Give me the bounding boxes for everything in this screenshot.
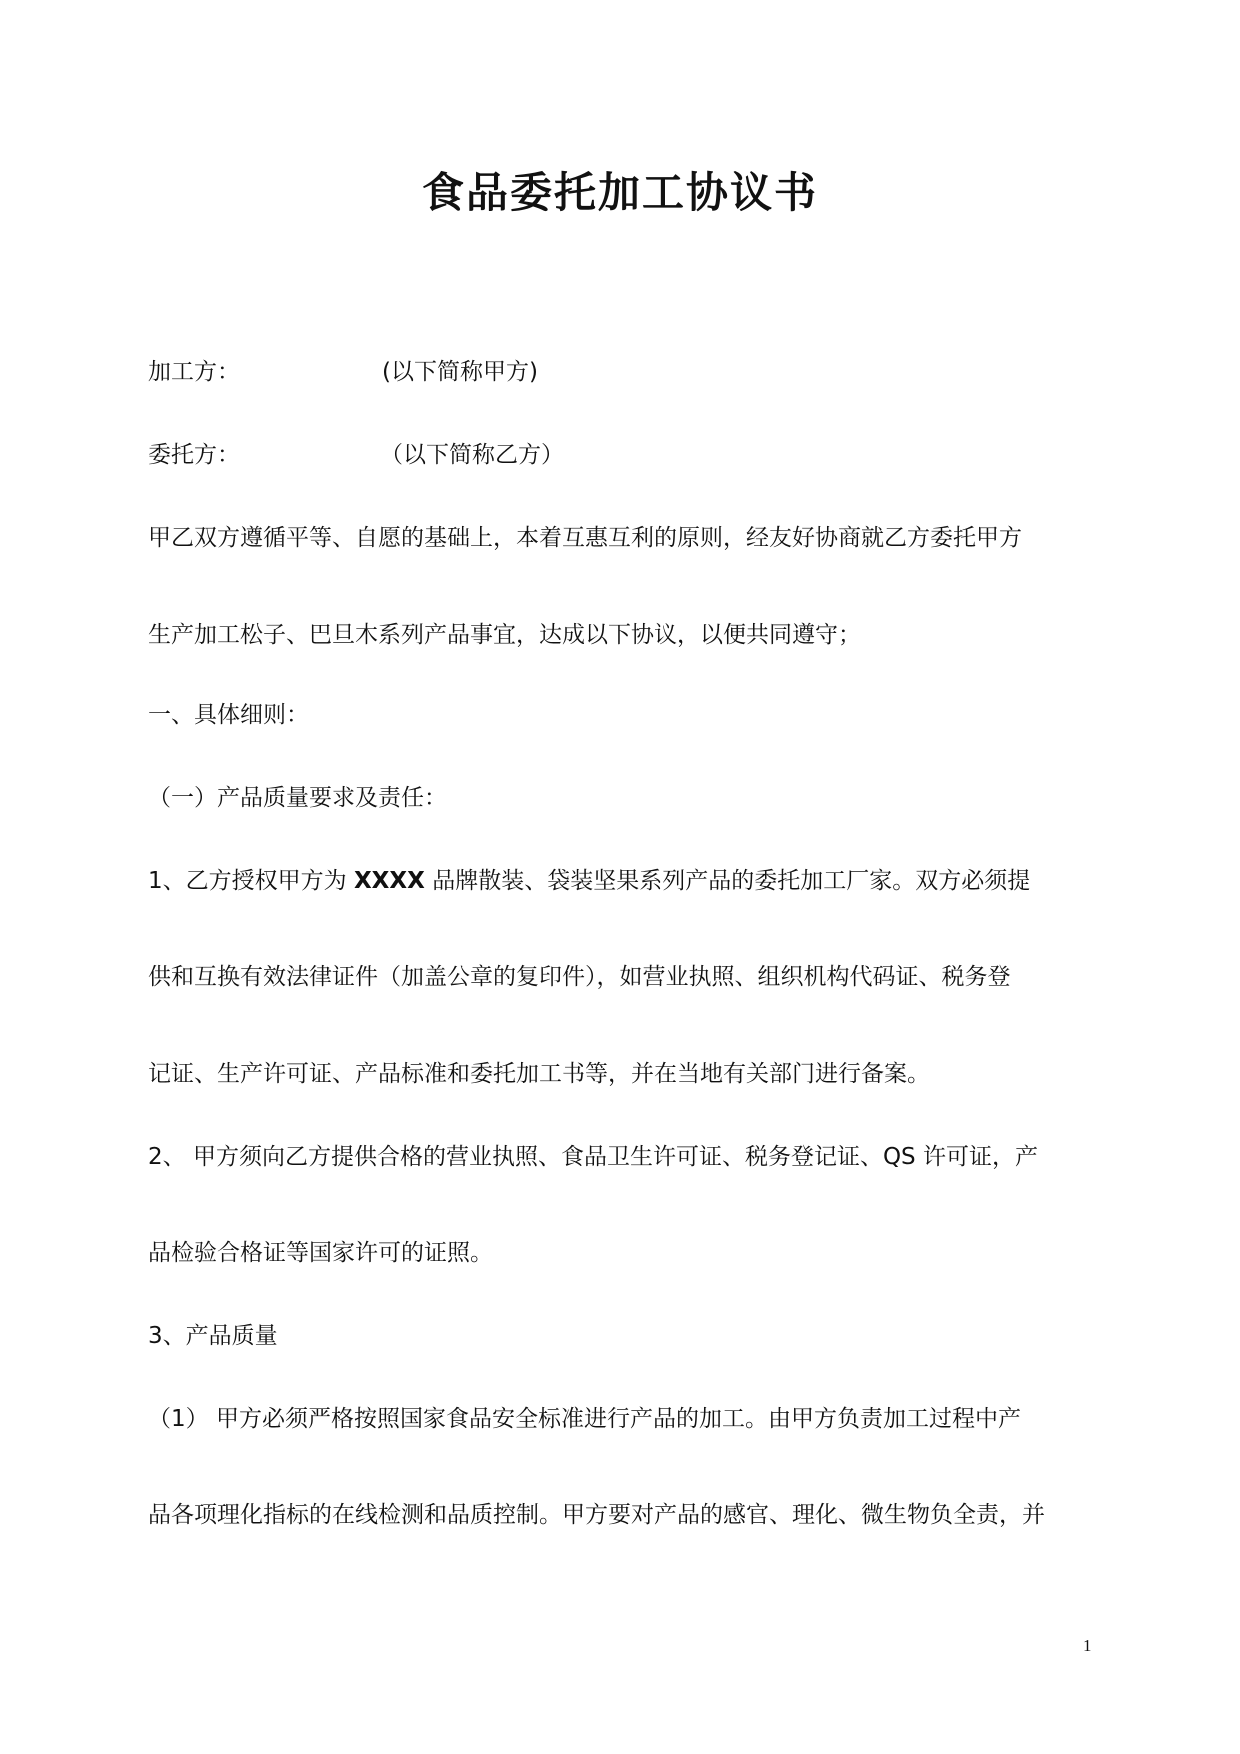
item-1-suffix: 品牌散装、袋装坚果系列产品的委托加工厂家。双方必须提 [424, 868, 1031, 894]
party-a-line [148, 357, 538, 387]
page-number: 1 [1083, 1636, 1092, 1655]
intro-line-2: 生产加工松子、巴旦木系列产品事宜，达成以下协议，以便共同遵守； [148, 622, 861, 648]
item-1-prefix: 1、乙方授权甲方为 [148, 868, 354, 894]
item-3-1-line-1: （1） 甲方必须严格按照国家食品安全标准进行产品的加工。由甲方负责加工过程中产 [148, 1406, 1021, 1432]
party-a-label: 加工方： [148, 359, 240, 385]
item-3-heading: 3、产品质量 [148, 1323, 278, 1349]
item-1-line-1 [148, 866, 1030, 896]
intro-line-1: 甲乙双方遵循平等、自愿的基础上，本着互惠互利的原则，经友好协商就乙方委托甲方 [148, 525, 1022, 551]
party-a-note: (以下简称甲方) [382, 359, 538, 385]
item-1-line-3: 记证、生产许可证、产品标准和委托加工书等，并在当地有关部门进行备案。 [148, 1061, 930, 1087]
document-title: 食品委托加工协议书 [421, 168, 818, 217]
item-1-brand: XXXX [353, 868, 425, 894]
item-2-line-1: 2、 甲方须向乙方提供合格的营业执照、食品卫生许可证、税务登记证、QS 许可证，产 [148, 1144, 1038, 1170]
item-3-1-line-2: 品各项理化指标的在线检测和品质控制。甲方要对产品的感官、理化、微生物负全责，并 [148, 1502, 1045, 1528]
subsection-heading: （一）产品质量要求及责任： [148, 785, 447, 811]
section-heading: 一、具体细则： [148, 702, 309, 728]
party-b-note: （以下简称乙方） [380, 442, 564, 468]
item-1-line-2: 供和互换有效法律证件（加盖公章的复印件），如营业执照、组织机构代码证、税务登 [148, 964, 1011, 990]
party-b-line [148, 440, 564, 470]
item-2-line-2: 品检验合格证等国家许可的证照。 [148, 1240, 493, 1266]
party-b-label: 委托方： [148, 442, 240, 468]
